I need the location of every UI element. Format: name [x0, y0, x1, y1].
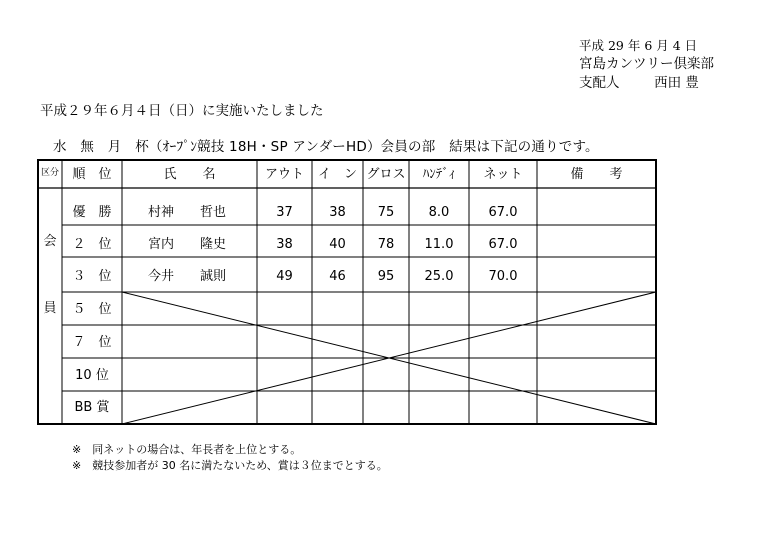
table-row-net: 67.0: [488, 237, 518, 252]
table-row-gross: 75: [377, 205, 395, 220]
division-label-bottom: 員: [43, 301, 57, 316]
table-row-out: 38: [276, 237, 293, 252]
table-row-gross: 95: [377, 269, 395, 284]
table-row-name: 宮内 隆史: [148, 237, 227, 252]
table-row-in: 46: [329, 269, 346, 284]
column-header-rank: 順 位: [72, 167, 112, 182]
table-row-name: 今井 誠則: [148, 269, 227, 284]
table-row-gross: 78: [377, 237, 395, 252]
table-row-handicap: 11.0: [424, 237, 454, 252]
note-tiebreak: ※ 同ネットの場合は、年長者を上位とする。: [72, 443, 302, 456]
column-header-net: ネット: [483, 167, 523, 182]
table-row-handicap: 8.0: [428, 205, 450, 220]
table-row-out: 49: [276, 269, 293, 284]
representative-title: 支配人: [579, 75, 620, 91]
table-grid: [37, 159, 657, 425]
table-row-out: 37: [276, 205, 293, 220]
table-row-rank: 優 勝: [72, 205, 112, 220]
table-row-in: 38: [329, 205, 346, 220]
intro-text: 平成２９年６月４日（日）に実施いたしました: [40, 103, 324, 119]
representative-name: 西田 豊: [654, 75, 699, 91]
table-row-net: 70.0: [488, 269, 518, 284]
header-organization: 宮島カンツリー倶楽部: [579, 56, 714, 72]
column-header-remarks: 備 考: [570, 167, 623, 182]
division-label-top: 会: [43, 234, 57, 249]
table-row-rank: 10 位: [75, 368, 109, 383]
results-table: [37, 159, 657, 425]
column-header-division: 区分: [40, 168, 59, 178]
column-header-name: 氏 名: [163, 167, 216, 182]
table-row-rank: ５ 位: [72, 302, 112, 317]
table-row-name: 村神 哲也: [148, 205, 227, 220]
column-header-in: イ ン: [317, 167, 357, 182]
table-row-rank: ２ 位: [72, 237, 112, 252]
results-title: 水 無 月 杯（ｵｰﾌﾟﾝ競技 18H・SP アンダーHD）会員の部 結果は下記の通りです。: [53, 139, 599, 155]
table-row-in: 40: [329, 237, 346, 252]
note-participants: ※ 競技参加者が 30 名に満たないため、賞は３位までとする。: [72, 459, 388, 472]
table-row-rank: BB 賞: [74, 400, 110, 415]
table-row-rank: ３ 位: [72, 269, 112, 284]
table-row-rank: ７ 位: [72, 335, 112, 350]
header-representative: [579, 77, 699, 91]
column-header-gross: グロス: [366, 167, 406, 182]
column-header-out: アウト: [264, 167, 304, 182]
column-header-handicap: ﾊﾝﾃﾞｨ: [422, 167, 456, 182]
table-row-net: 67.0: [488, 205, 518, 220]
header-date: 平成 29 年 6 月 4 日: [579, 38, 698, 53]
table-row-handicap: 25.0: [424, 269, 454, 284]
